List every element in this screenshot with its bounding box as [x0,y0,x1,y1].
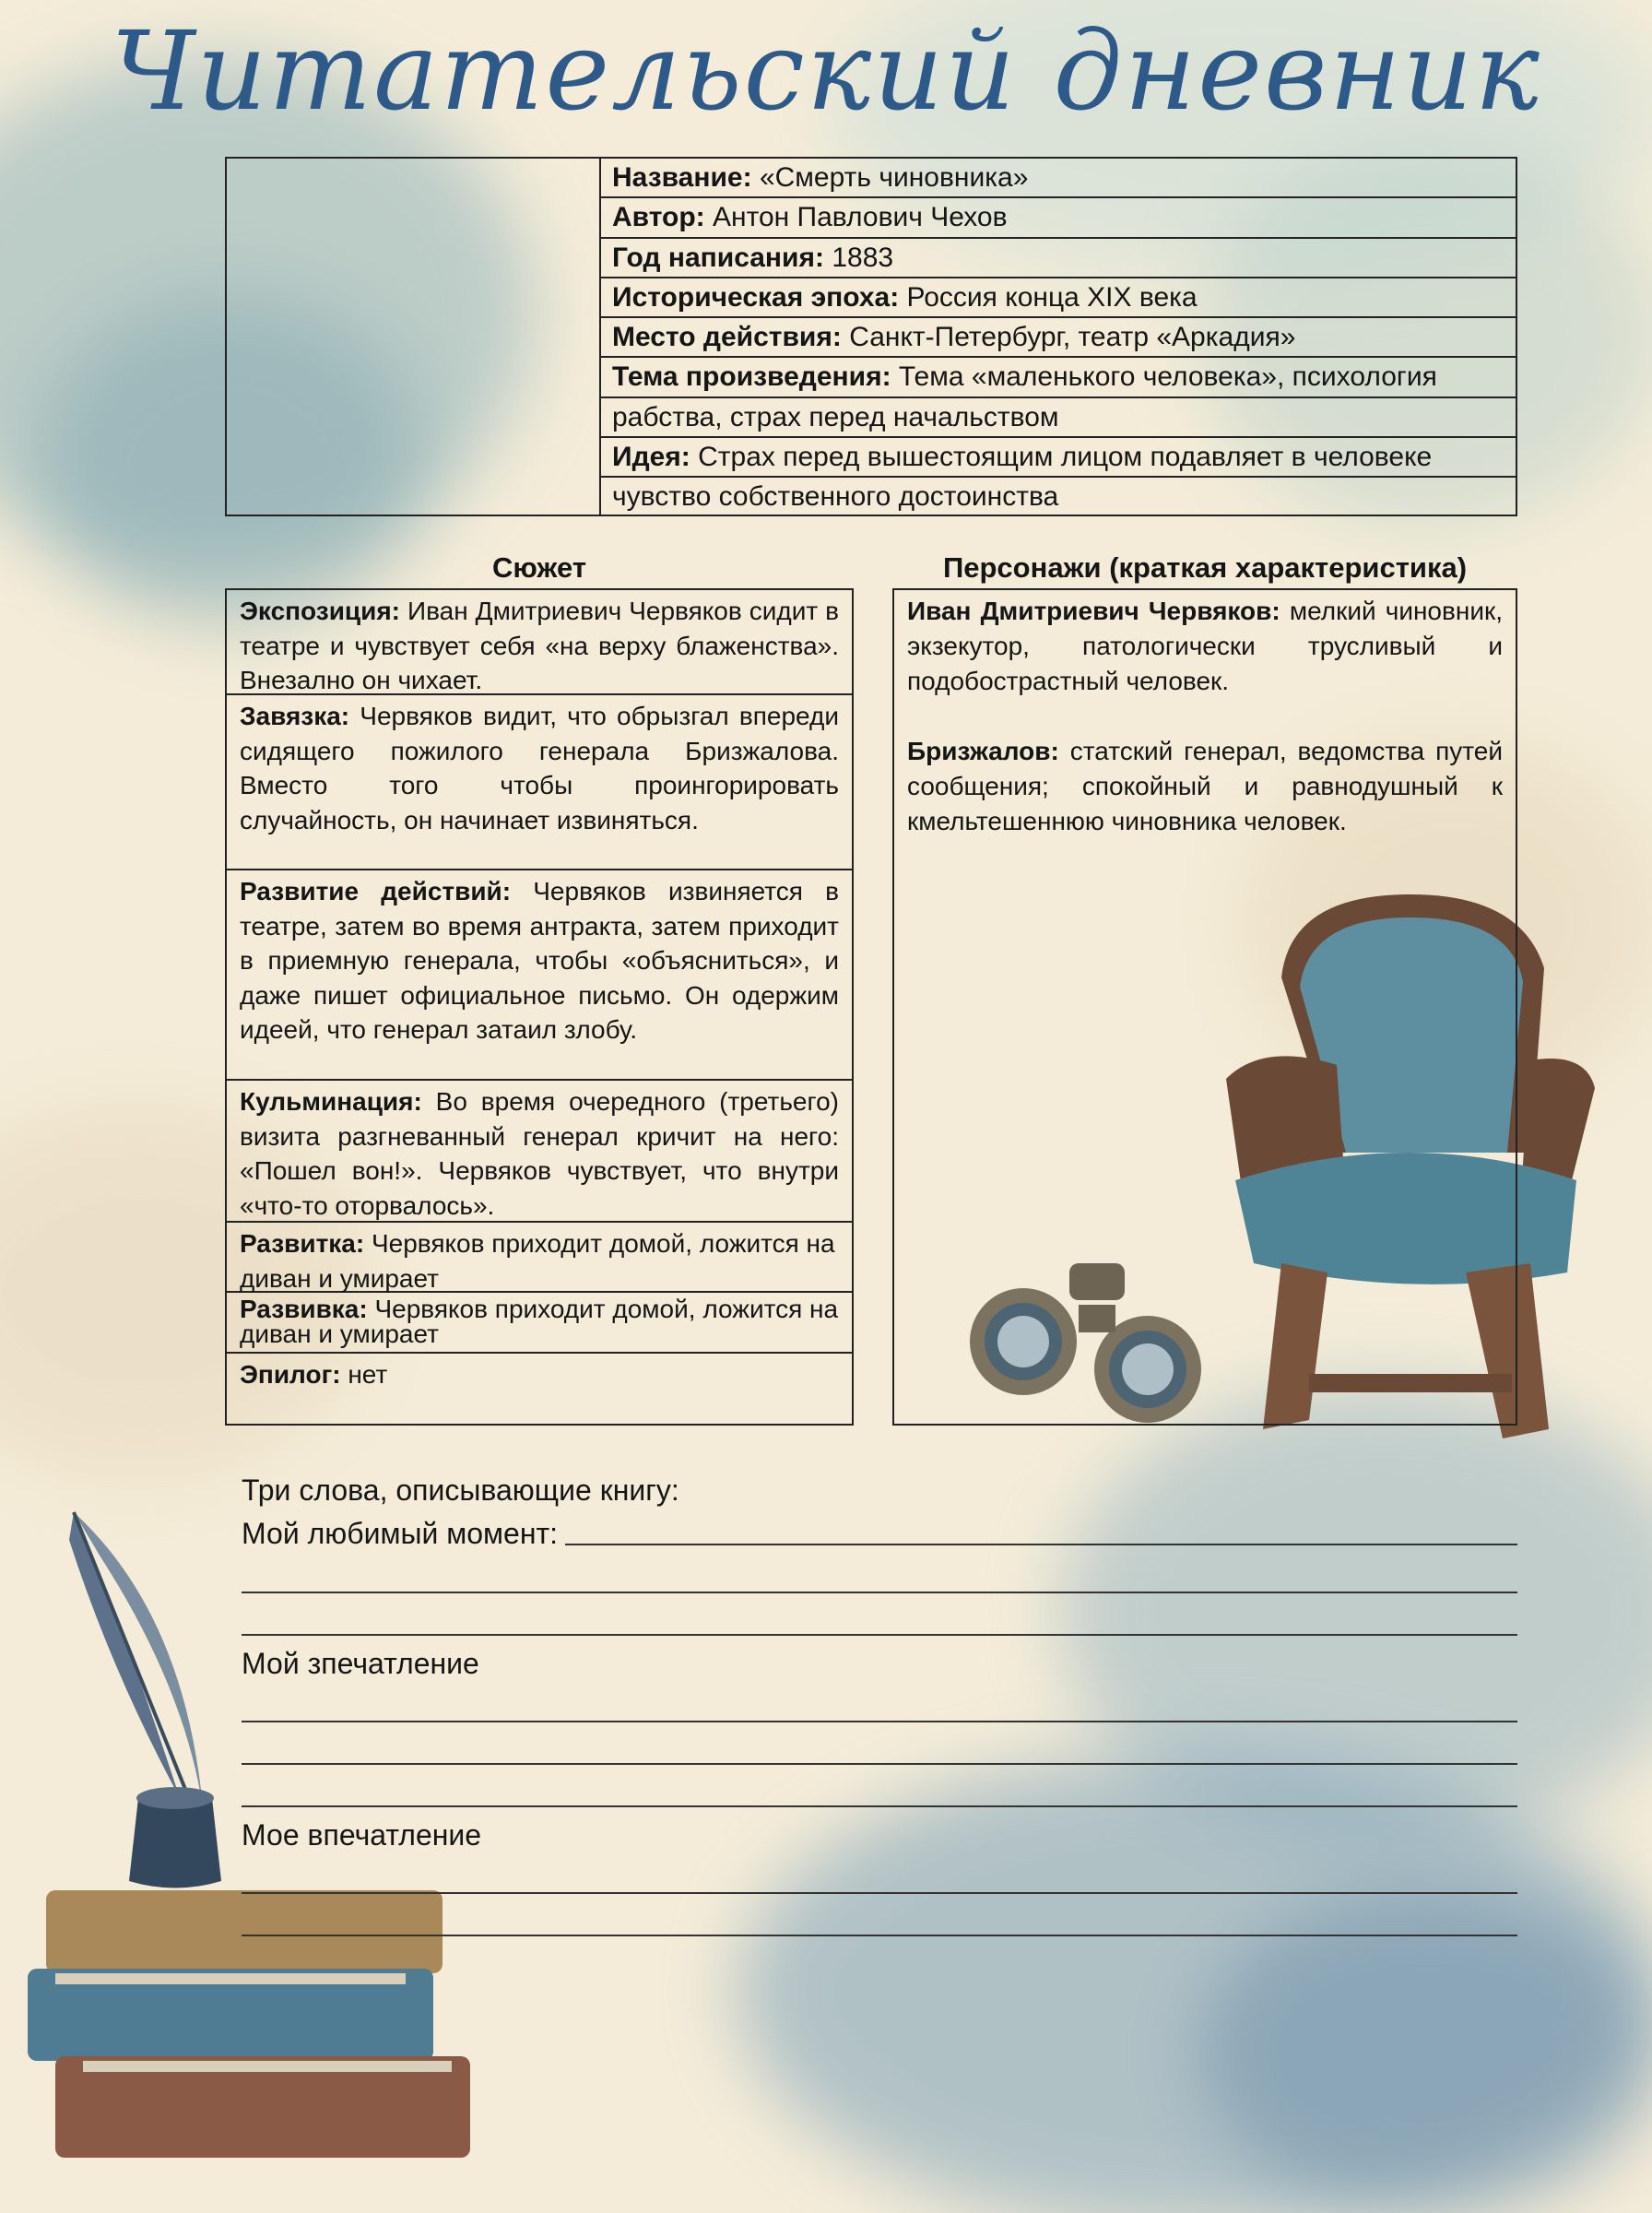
favorite-moment-label: Мой любимый момент: [242,1517,559,1550]
info-row-year: Год написания: 1883 [601,239,1516,278]
info-row-title: Название: «Смерть чиновника» [601,159,1516,198]
info-row-place: Место действия: Санкт-Петербург, театр «Аркадия» [601,318,1516,358]
writing-line[interactable] [242,1892,1517,1894]
plot-development: Развитие действий: Червяков извиняется в театре, затем во время антракта, затем приходит в приемную генерала, чтобы «объясниться», и даже пишет официальное письмо. Он одержим идеей, что генерал затаил злобу. [227,870,852,1081]
impression-label-1: Мой зпечатление [242,1647,479,1680]
plot-resolution-1: Развитка: Червяков приходит домой, ложится на диван и умирает [227,1223,852,1293]
info-row-idea: Идея: Страх перед вышестоящим лицом подавляет в человеке [601,438,1516,478]
writing-line[interactable] [242,1592,1517,1593]
characters-heading: Персонажи (краткая характеристика) [942,551,1468,584]
character-cherviakov: Иван Дмитриевич Червяков: мелкий чиновник, экзекутор, патологически трусливый и подобострастный человек. [907,597,1504,695]
characters-table [892,588,1517,1426]
page-title: Читательский дневник [111,7,1541,135]
info-row-idea-cont: чувство собственного достоинства [612,481,1059,513]
three-words-label: Три слова, описывающие книгу: [242,1473,679,1507]
character-brizzhalov: Бризжалов: статский генерал, ведомства путей сообщения; спокойный и равнодушный к кмельтешеннюю чиновника человек. [907,737,1503,835]
cover-placeholder [227,159,601,515]
writing-line[interactable] [242,1935,1517,1936]
favorite-moment-line[interactable] [565,1544,1517,1545]
plot-resolution-2: Развивка: Червяков приходит домой, ложится на диван и умирает [227,1293,852,1354]
plot-heading: Сюжет [491,551,587,584]
info-row-theme-cont: рабства, страх перед начальством [601,398,1516,438]
favorite-moment-row [242,1510,1517,1551]
reflection-section [242,1470,1517,1936]
plot-exposition: Экспозиция: Иван Дмитриевич Червяков сидит в театре и чувствует себя «на верху блаженства». Внезално он чихает. [227,590,852,695]
plot-climax: Кульминация: Во время очередного (третьего) визита разгневанный генерал кричит на него: «Пошел вон!». Червяков чувствует, что внутри «что-то оторвалось». [227,1081,852,1223]
plot-epilogue: Эпилог: нет [240,1360,388,1389]
writing-line[interactable] [242,1763,1517,1765]
writing-line[interactable] [242,1634,1517,1636]
writing-line[interactable] [242,1805,1517,1807]
book-info-table [225,157,1517,516]
plot-table [225,588,854,1426]
impression-label-2: Мое впечатление [242,1818,482,1852]
writing-line[interactable] [242,1721,1517,1722]
plot-setup: Завязка: Червяков видит, что обрызгал впереди сидящего пожилого генерала Бризжалова. Вместо того чтобы проингорировать случайность, он начинает извиняться. [227,695,852,870]
info-row-era: Историческая эпоха: Россия конца XIX века [601,278,1516,318]
info-row-author: Автор: Антон Павлович Чехов [601,198,1516,238]
info-row-theme: Тема произведения: Тема «маленького человека», психология [601,358,1516,397]
